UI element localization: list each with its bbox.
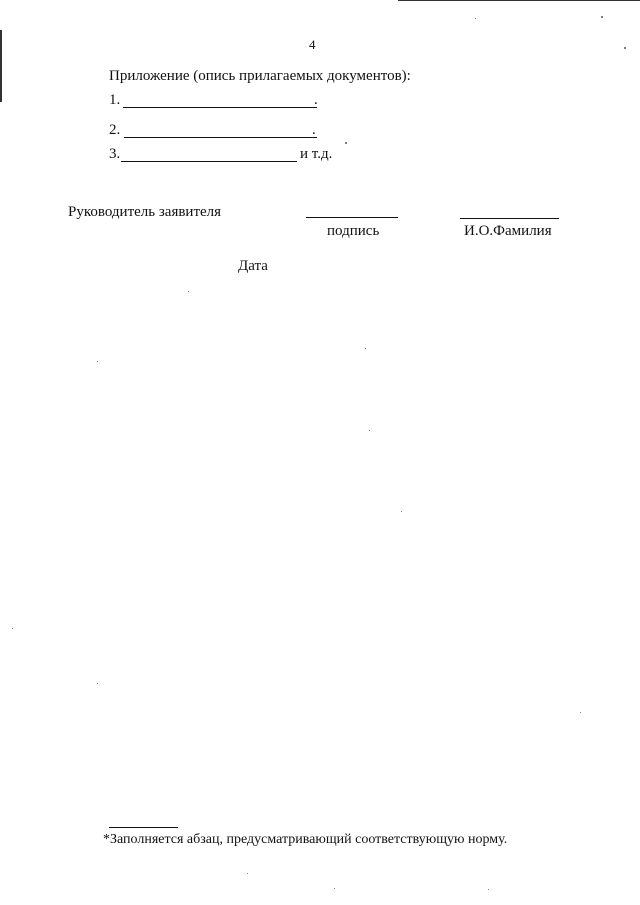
scan-top-edge-line <box>398 0 640 1</box>
scan-speck <box>624 47 626 49</box>
signature-caption: подпись <box>327 223 380 239</box>
scan-speck <box>12 628 13 629</box>
attachment-heading: Приложение (опись прилагаемых документов): <box>109 68 411 84</box>
scan-speck <box>188 291 189 292</box>
footnote-rule <box>109 827 178 828</box>
signature-line <box>306 217 398 218</box>
item-tail: . <box>314 92 318 108</box>
scan-speck <box>369 430 370 431</box>
name-caption: И.О.Фамилия <box>464 223 552 239</box>
item-tail: . <box>312 122 316 138</box>
scan-speck <box>247 873 248 874</box>
item-number: 1. <box>109 92 121 108</box>
scan-speck <box>401 511 402 512</box>
scan-speck <box>97 361 98 362</box>
scan-speck <box>475 18 476 19</box>
footnote-text: *Заполняется абзац, предусматривающий соответствующую норму. <box>103 832 508 847</box>
scan-speck <box>601 16 603 18</box>
date-label: Дата <box>238 258 268 274</box>
head-of-applicant-label: Руководитель заявителя <box>68 204 222 220</box>
scan-speck <box>580 712 581 713</box>
scan-speck <box>97 683 98 684</box>
name-line <box>460 218 559 219</box>
fill-in-line <box>124 121 317 138</box>
scan-speck <box>365 348 366 349</box>
item-number: 2. <box>109 122 121 138</box>
scan-margin-bar <box>0 30 2 102</box>
scan-speck <box>334 888 335 889</box>
fill-in-line <box>121 145 297 162</box>
fill-in-line <box>123 91 317 108</box>
page-number: 4 <box>309 37 316 52</box>
scan-speck <box>488 889 489 890</box>
item-number: 3. <box>109 146 121 162</box>
scan-speck <box>345 142 347 144</box>
item-tail: и т.д. <box>300 146 333 162</box>
